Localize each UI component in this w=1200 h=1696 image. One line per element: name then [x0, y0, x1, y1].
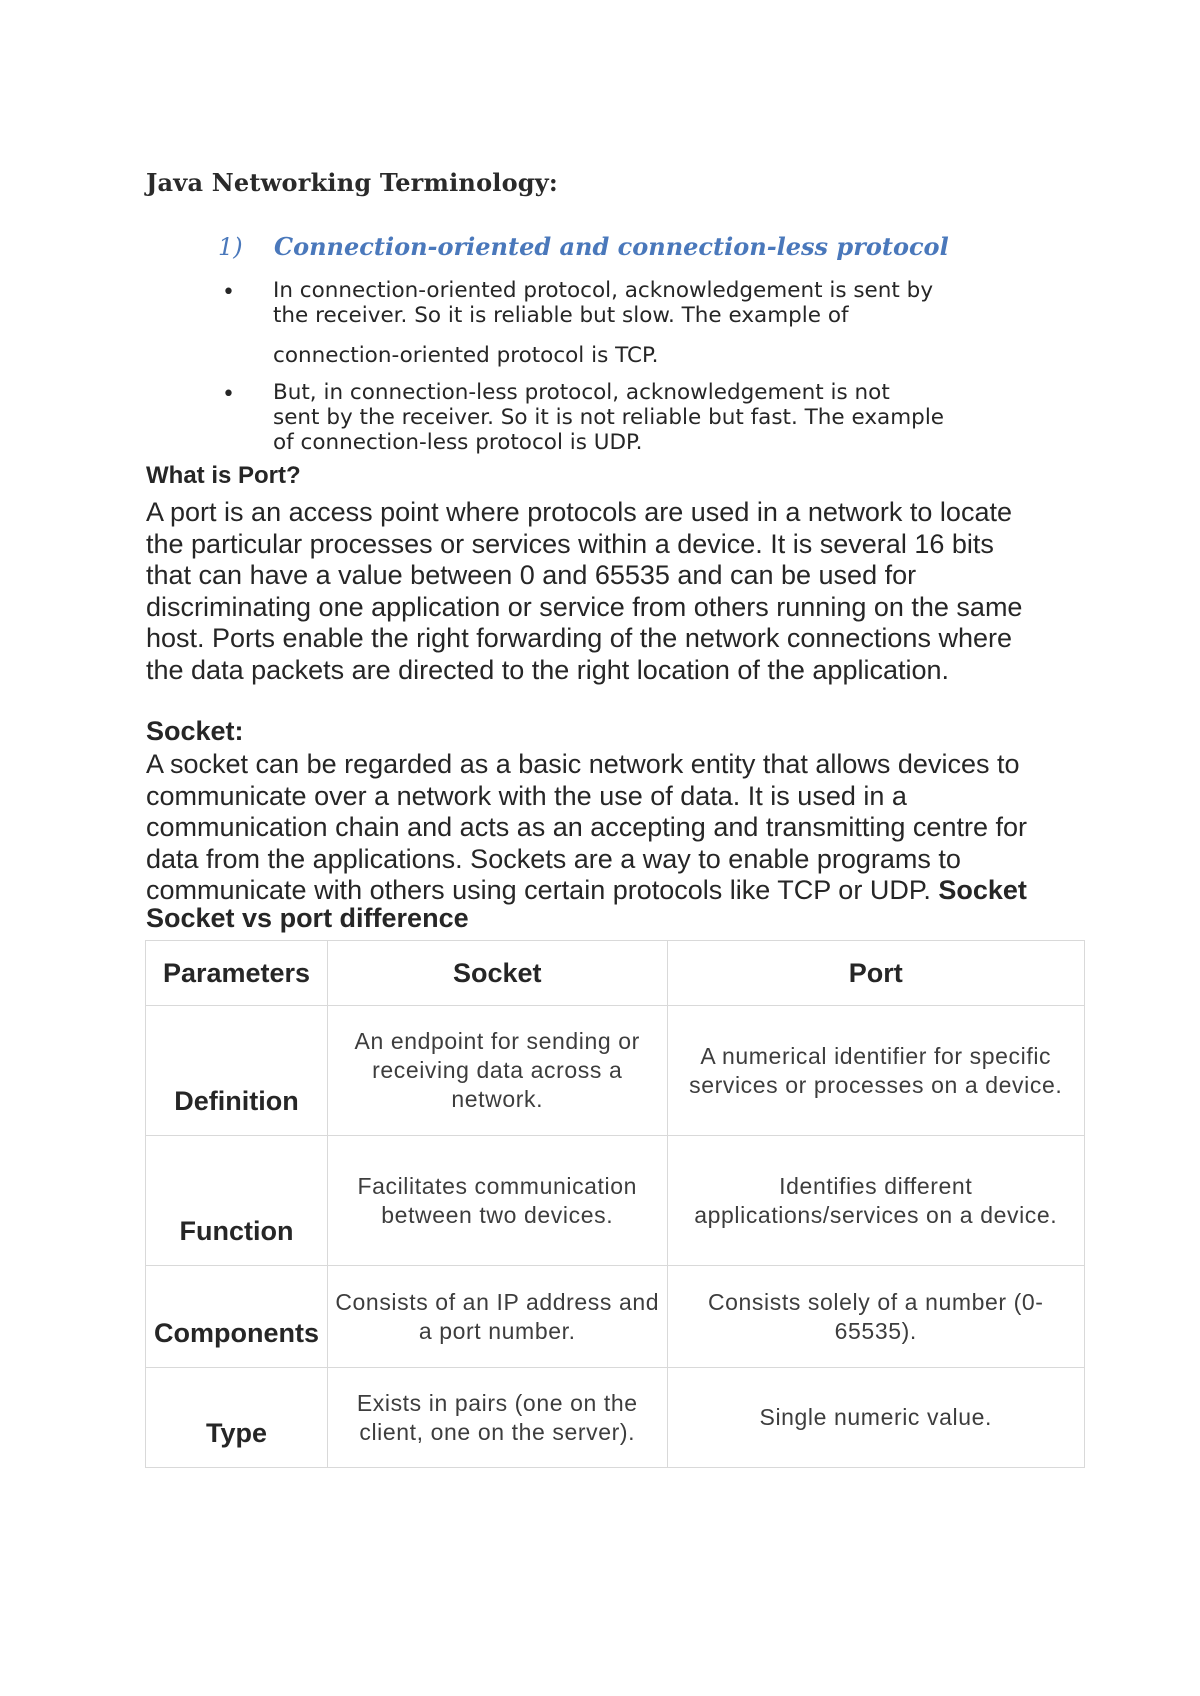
bullet-line: the receiver. So it is reliable but slow. The example of	[273, 303, 849, 328]
page-title: Java Networking Terminology:	[146, 168, 558, 197]
socket-cell: An endpoint for sending or receiving data across a network.	[327, 1006, 667, 1136]
port-cell: Consists solely of a number (0-65535).	[667, 1266, 1085, 1368]
socket-cell: Consists of an IP address and a port number.	[327, 1266, 667, 1368]
paragraph-line	[146, 875, 1027, 907]
bullet-line: of connection-less protocol is UDP.	[273, 430, 643, 455]
bullet-line: sent by the receiver. So it is not reliable but fast. The example	[273, 405, 945, 430]
table-heading: Socket vs port difference	[146, 903, 469, 933]
bullet-symbol: •	[222, 280, 235, 305]
port-paragraph	[146, 497, 1022, 686]
paragraph-line: host. Ports enable the right forwarding of the network connections where	[146, 623, 1012, 653]
paragraph-line: A socket can be regarded as a basic network entity that allows devices to	[146, 749, 1020, 779]
bullet-symbol: •	[222, 382, 235, 407]
table-row	[146, 1136, 1085, 1266]
port-cell: A numerical identifier for specific services or processes on a device.	[667, 1006, 1085, 1136]
bold-socket-word: Socket	[938, 875, 1027, 905]
column-header: Port	[667, 941, 1085, 1006]
table-row	[146, 1266, 1085, 1368]
row-parameter	[146, 1006, 328, 1136]
port-heading: What is Port?	[146, 462, 301, 489]
row-parameter	[146, 1368, 328, 1468]
section-number: 1)	[218, 233, 243, 261]
row-parameter-label: Components	[153, 1318, 319, 1348]
socket-paragraph	[146, 749, 1027, 907]
comparison-table	[145, 940, 1085, 1468]
table-header-row	[146, 941, 1085, 1006]
socket-cell: Exists in pairs (one on the client, one on the server).	[327, 1368, 667, 1468]
row-parameter	[146, 1136, 328, 1266]
port-cell: Identifies different applications/services on a device.	[667, 1136, 1085, 1266]
socket-heading: Socket:	[146, 716, 244, 746]
paragraph-line: the particular processes or services within a device. It is several 16 bits	[146, 528, 994, 559]
table-row	[146, 1006, 1085, 1136]
paragraph-line: data from the applications. Sockets are a way to enable programs to	[146, 843, 961, 874]
paragraph-line: the data packets are directed to the right location of the application.	[146, 654, 950, 685]
bullet-line: But, in connection-less protocol, acknowledgement is not	[273, 380, 890, 405]
port-cell: Single numeric value.	[667, 1368, 1085, 1468]
column-header: Parameters	[146, 941, 328, 1006]
row-parameter	[146, 1266, 328, 1368]
row-parameter-label: Definition	[174, 1086, 299, 1116]
section-heading	[218, 232, 949, 261]
paragraph-line: A port is an access point where protocols are used in a network to locate	[146, 497, 1012, 527]
column-header: Socket	[327, 941, 667, 1006]
socket-cell: Facilitates communication between two devices.	[327, 1136, 667, 1266]
table-row	[146, 1368, 1085, 1468]
paragraph-line: communicate over a network with the use of data. It is used in a	[146, 780, 907, 811]
paragraph-line: communication chain and acts as an accepting and transmitting centre for	[146, 812, 1027, 842]
bullet-line: In connection-oriented protocol, acknowledgement is sent by	[273, 278, 934, 303]
bullet-line: connection-oriented protocol is TCP.	[273, 343, 659, 368]
paragraph-text: communicate with others using certain protocols like TCP or UDP.	[146, 875, 931, 905]
paragraph-line: that can have a value between 0 and 65535 and can be used for	[146, 560, 917, 590]
row-parameter-label: Type	[205, 1418, 267, 1448]
paragraph-line: discriminating one application or service from others running on the same	[146, 591, 1023, 622]
row-parameter-label: Function	[179, 1216, 294, 1246]
section-heading-text: Connection-oriented and connection-less protocol	[274, 232, 949, 261]
